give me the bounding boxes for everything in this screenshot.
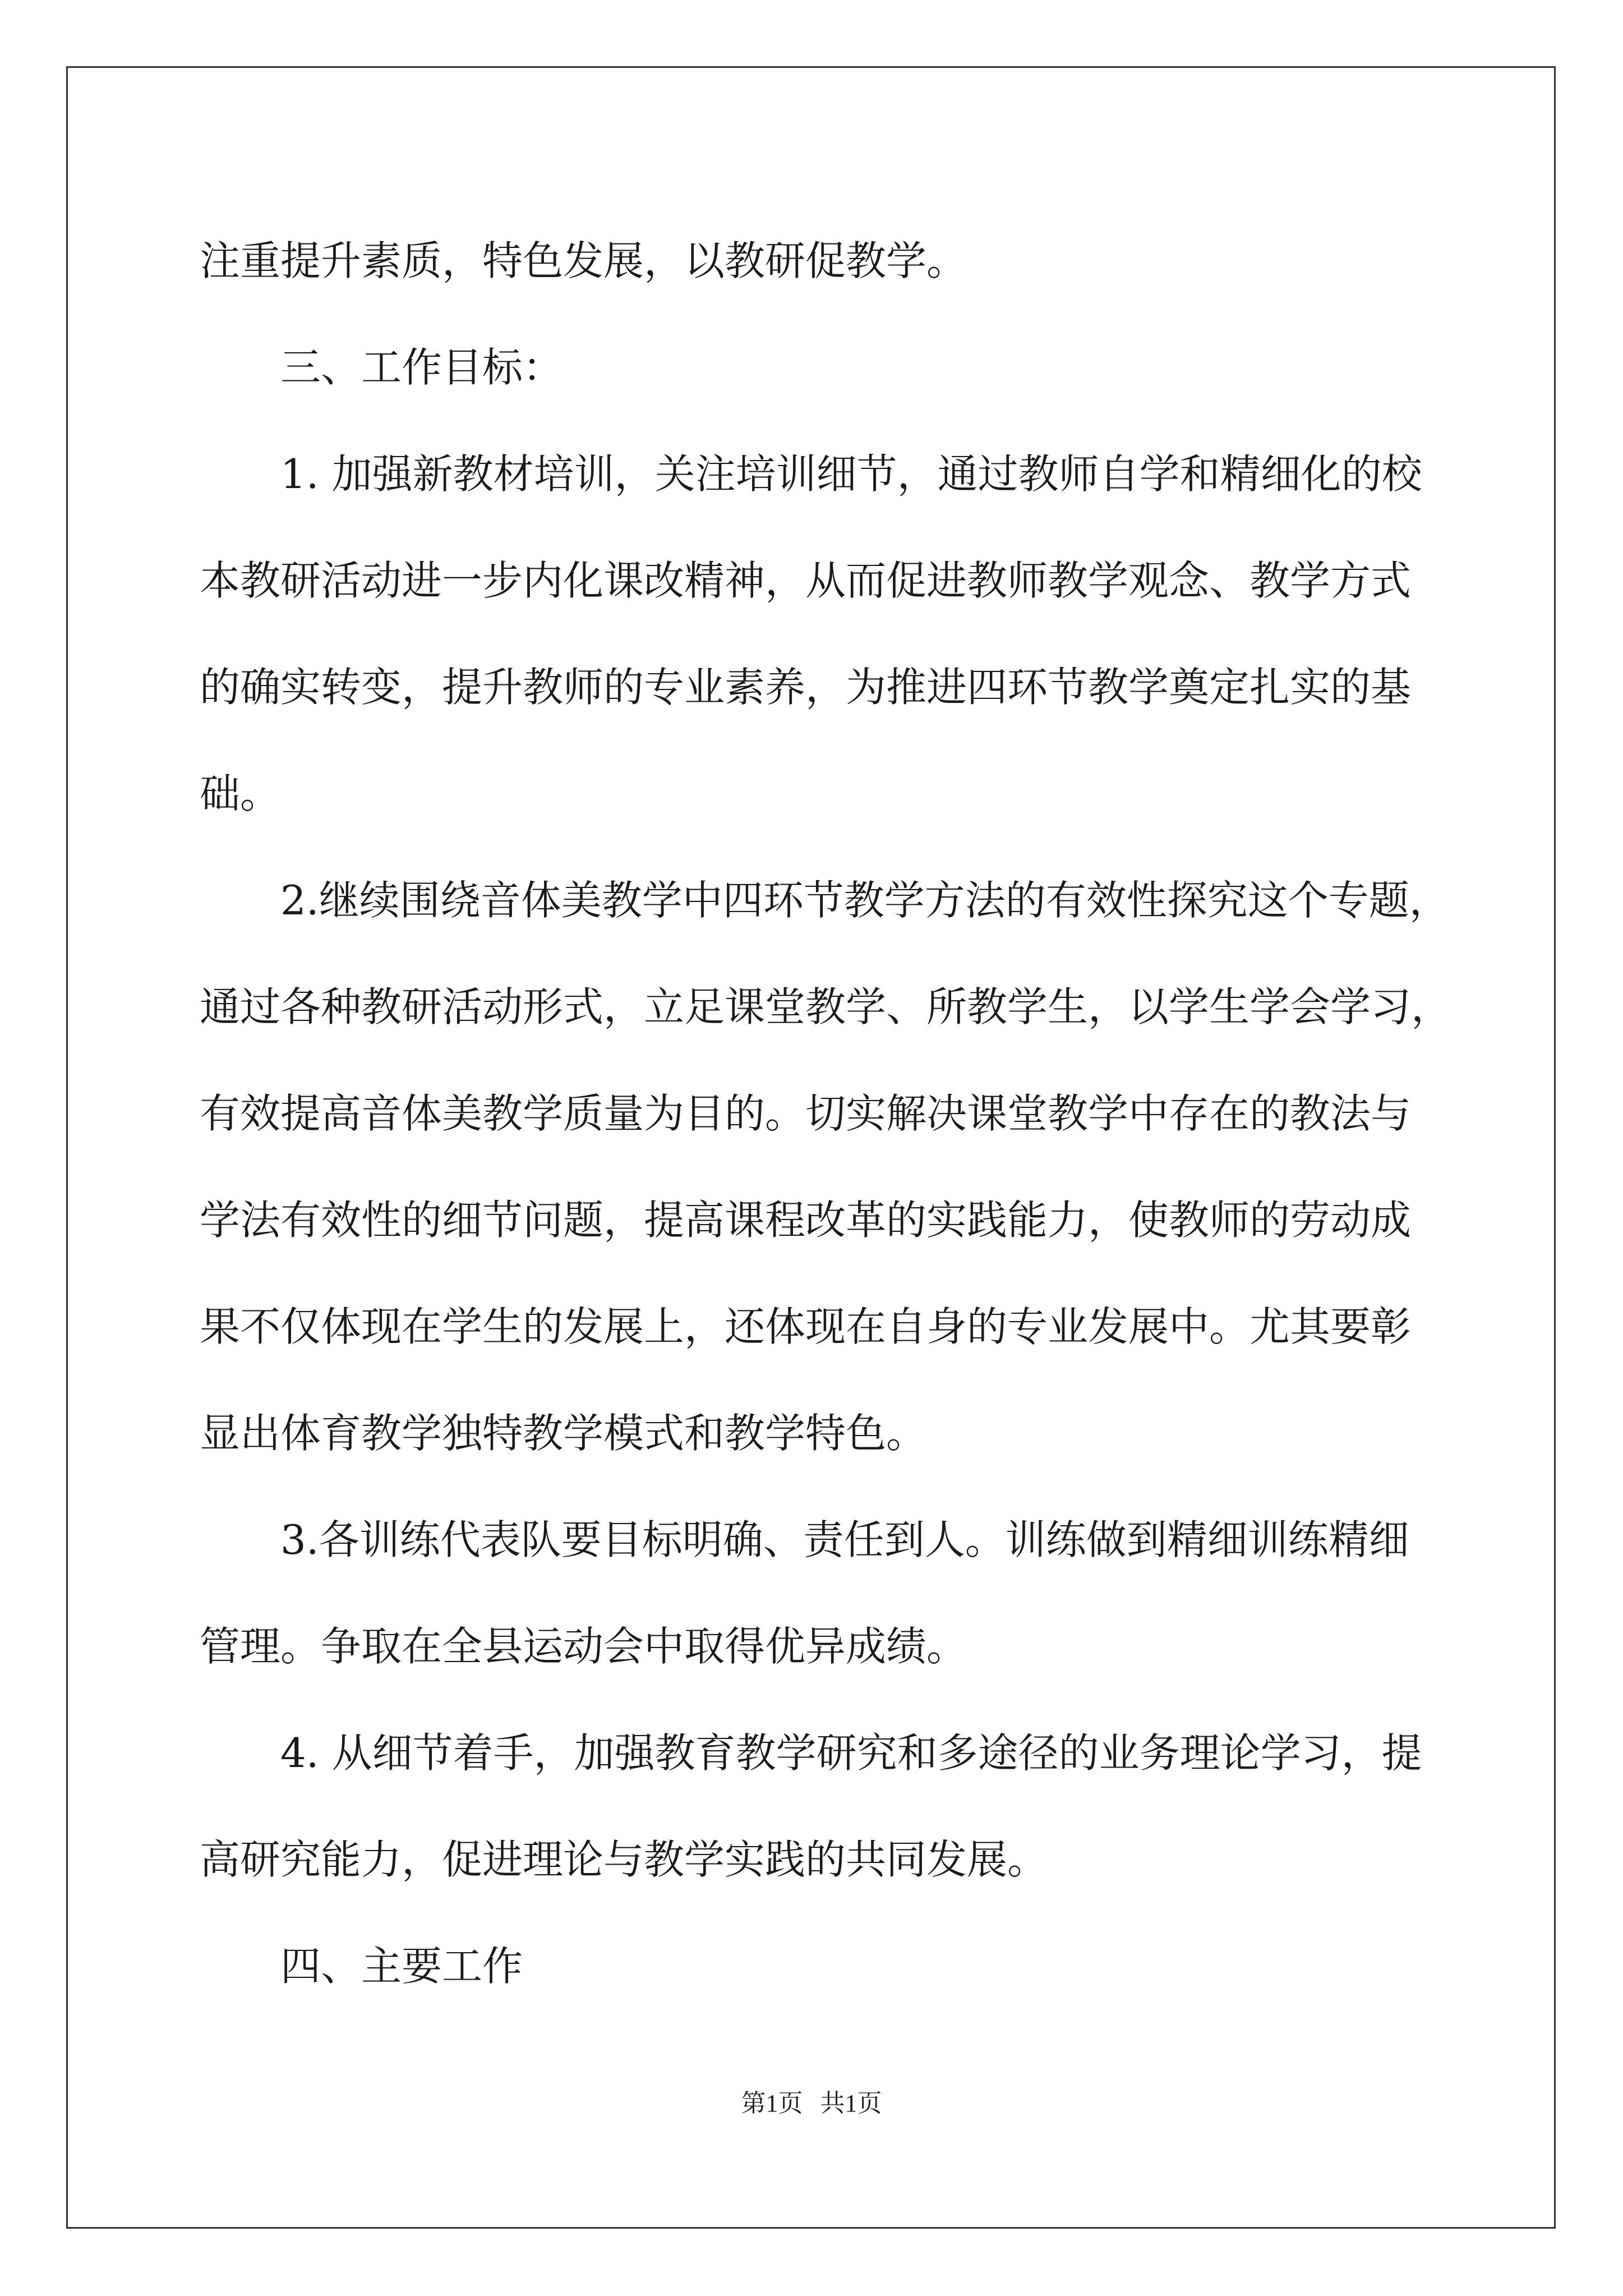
text-line: 3.各训练代表队要目标明确、责任到人。训练做到精细训练精细 — [200, 1516, 1409, 1563]
text-line: 管理。争取在全县运动会中取得优异成绩。 — [200, 1623, 967, 1670]
section-heading-goals: 三、工作目标： — [200, 344, 564, 391]
text-line: 础。 — [200, 770, 281, 817]
text-line: 1. 加强新教材培训，关注培训细节，通过教师自学和精细化的校 — [200, 450, 1422, 498]
text-line: 本教研活动进一步内化课改精神，从而促进教师教学观念、教学方式 — [200, 557, 1412, 604]
text-line: 的确实转变，提升教师的专业素养，为推进四环节教学奠定扎实的基 — [200, 664, 1412, 711]
text-line: 4. 从细节着手，加强教育教学研究和多途径的业务理论学习，提 — [200, 1729, 1422, 1777]
document-body — [200, 208, 1452, 2019]
text-line: 果不仅体现在学生的发展上，还体现在自身的专业发展中。尤其要彰 — [200, 1303, 1412, 1350]
section-heading-main-work: 四、主要工作 — [200, 1943, 523, 1990]
text-line: 注重提升素质，特色发展，以教研促教学。 — [200, 237, 967, 284]
text-line: 显出体育教学独特教学模式和教学特色。 — [200, 1410, 927, 1457]
text-line: 2.继续围绕音体美教学中四环节教学方法的有效性探究这个专题， — [200, 877, 1450, 924]
text-line: 通过各种教研活动形式，立足课堂教学、所教学生，以学生学会学习， — [200, 983, 1452, 1030]
text-line: 高研究能力，促进理论与教学实践的共同发展。 — [200, 1836, 1048, 1883]
text-line: 有效提高音体美教学质量为目的。切实解决课堂教学中存在的教法与 — [200, 1090, 1412, 1137]
page-total: 共1页 — [820, 2090, 882, 2117]
page-number: 第1页 — [741, 2090, 803, 2117]
page-footer — [0, 2087, 1623, 2120]
text-line: 学法有效性的细节问题，提高课程改革的实践能力，使教师的劳动成 — [200, 1197, 1412, 1244]
